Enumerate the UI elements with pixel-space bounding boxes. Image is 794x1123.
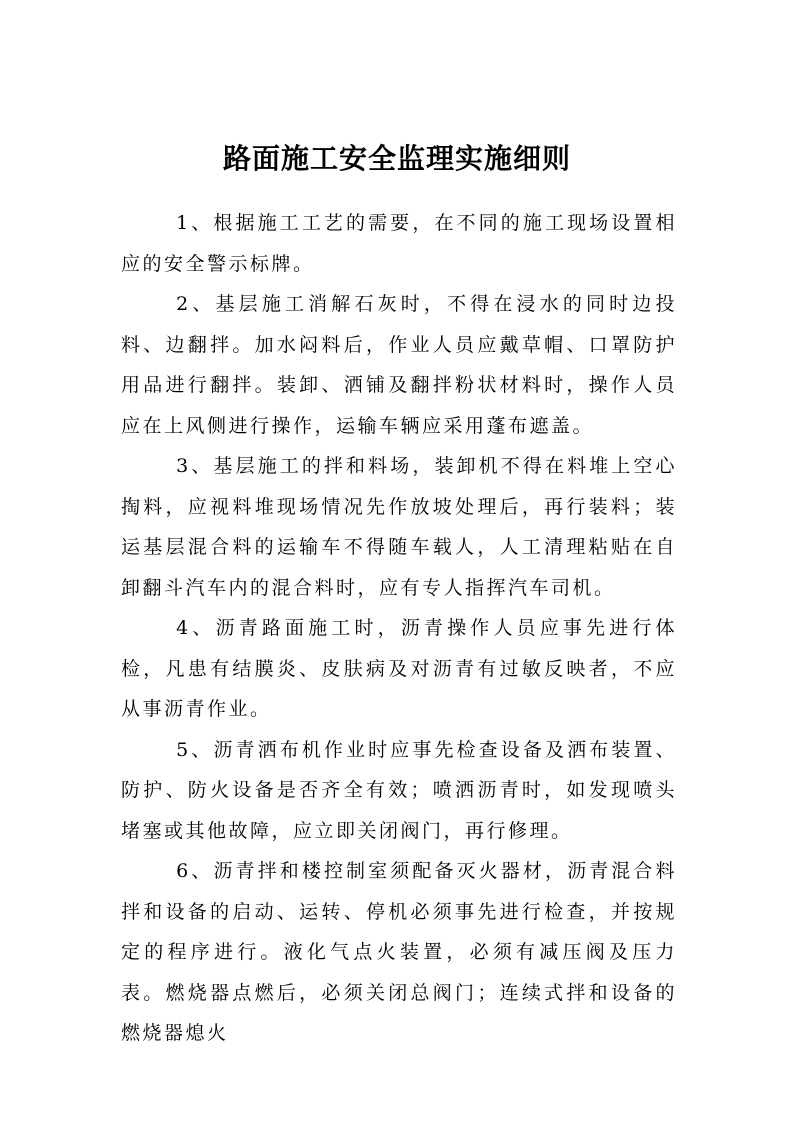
paragraph-3: 3、基层施工的拌和料场，装卸机不得在料堆上空心掏料，应视料堆现场情况先作放坡处理后，再行装料；装运基层混合料的运输车不得随车载人，人工清理粘贴在自卸翻斗汽车内的混合料时，应有专人指挥汽车司机。 xyxy=(121,455,677,599)
document-title: 路面施工安全监理实施细则 xyxy=(222,142,571,175)
paragraph-1: 1、根据施工工艺的需要，在不同的施工现场设置相应的安全警示标牌。 xyxy=(121,212,677,275)
paragraph-5: 5、沥青洒布机作业时应事先检查设备及洒布装置、防护、防火设备是否齐全有效；喷洒沥青时，如发现喷头堵塞或其他故障，应立即关闭阀门，再行修理。 xyxy=(121,738,677,842)
paragraph-2: 2、基层施工消解石灰时，不得在浸水的同时边投料、边翻拌。加水闷料后，作业人员应戴草帽、口罩防护用品进行翻拌。装卸、洒铺及翻拌粉状材料时，操作人员应在上风侧进行操作，运输车辆应采用蓬布遮盖。 xyxy=(121,293,677,437)
paragraph-6: 6、沥青拌和楼控制室须配备灭火器材，沥青混合料拌和设备的启动、运转、停机必须事先进行检查，并按规定的程序进行。液化气点火装置，必须有减压阀及压力表。燃烧器点燃后，必须关闭总阀门；连续式拌和设备的燃烧器熄火 xyxy=(121,860,677,1044)
document-body xyxy=(121,203,677,1054)
paragraph-4: 4、沥青路面施工时，沥青操作人员应事先进行体检，凡患有结膜炎、皮肤病及对沥青有过敏反映者，不应从事沥青作业。 xyxy=(121,617,677,720)
